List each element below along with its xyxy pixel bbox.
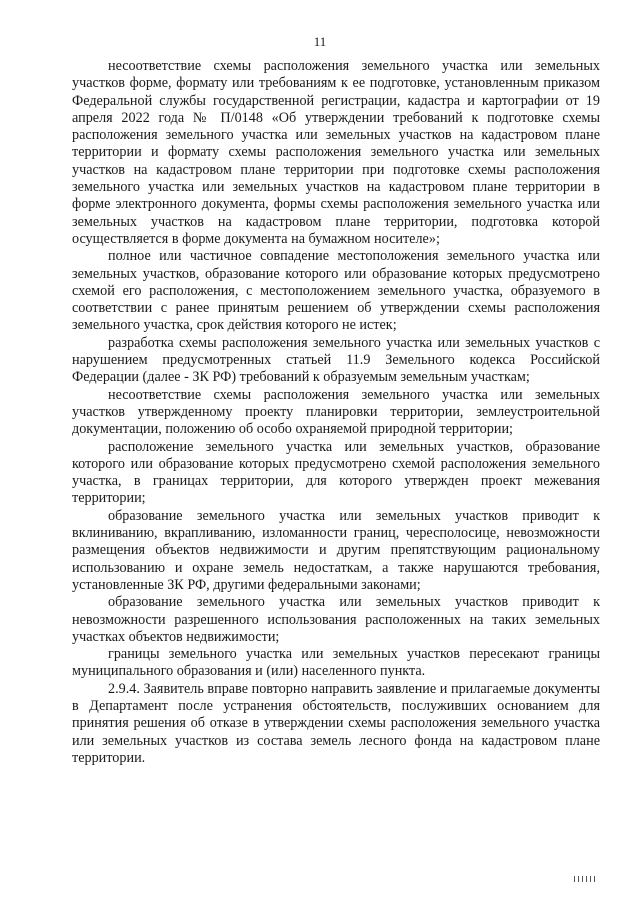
paragraph-4: несоответствие схемы расположения земельного участка или земельных участков утвержденному проекту планировки территории, землеустроительной документации, положению об особо охраняемой природной территории; (72, 386, 600, 438)
paragraph-6: образование земельного участка или земельных участков приводит к вклиниванию, вкрапливанию, изломанности границ, чересполосице, невозможности размещения объектов недвижимости и другим препятствующим рациональному использованию и охране земель недостаткам, а также нарушаются требования, установленные ЗК РФ, другими федеральными законами; (72, 507, 600, 593)
page-number: 11 (313, 34, 327, 49)
paragraph-2: полное или частичное совпадение местоположения земельного участка или земельных участков, образование которого или образование которых предусмотрено схемой его расположения, с местоположением земельного участка, образуемого в соответствии с ранее принятым решением об утверждении схемы расположения земельного участка, срок действия которого не истек; (72, 248, 600, 334)
paragraph-5: расположение земельного участка или земельных участков, образование которого или образование которых предусмотрено схемой расположения земельного участка, в границах территории, для которого утвержден проект межевания территории; (72, 438, 600, 507)
document-body (72, 58, 600, 767)
footer-scan-mark (574, 876, 614, 884)
paragraph-1: несоответствие схемы расположения земельного участка или земельных участков форме, формату или требованиям к ее подготовке, установленным приказом Федеральной службы государственной регистрации, кадастра и картографии от 19 апреля 2022 года № П/0148 «Об утверждении требований к подготовке схемы расположения земельного участка или земельных участков на кадастровом плане территории и формату схемы расположения земельного участка или земельных участков на кадастровом плане территории при подготовке схемы расположения земельного участка или земельных участков на кадастровом плане территории в форме электронного документа, формы схемы расположения земельного участка или земельных участков на кадастровом плане территории, подготовка которой осуществляется в форме документа на бумажном носителе»; (72, 58, 600, 247)
paragraph-9: 2.9.4. Заявитель вправе повторно направить заявление и прилагаемые документы в Департамент после устранения обстоятельств, послуживших основанием для принятия решения об отказе в утверждении схемы расположения земельного участка или земельных участков из состава земель лесного фонда на кадастровом плане территории. (72, 680, 600, 766)
paragraph-8: границы земельного участка или земельных участков пересекают границы муниципального образования и (или) населенного пункта. (72, 646, 600, 680)
paragraph-7: образование земельного участка или земельных участков приводит к невозможности разрешенного использования расположенных на таких земельных участках объектов недвижимости; (72, 594, 600, 645)
paragraph-3: разработка схемы расположения земельного участка или земельных участков с нарушением предусмотренных статьей 11.9 Земельного кодекса Российской Федерации (далее - ЗК РФ) требований к образуемым земельным участкам; (72, 334, 600, 386)
